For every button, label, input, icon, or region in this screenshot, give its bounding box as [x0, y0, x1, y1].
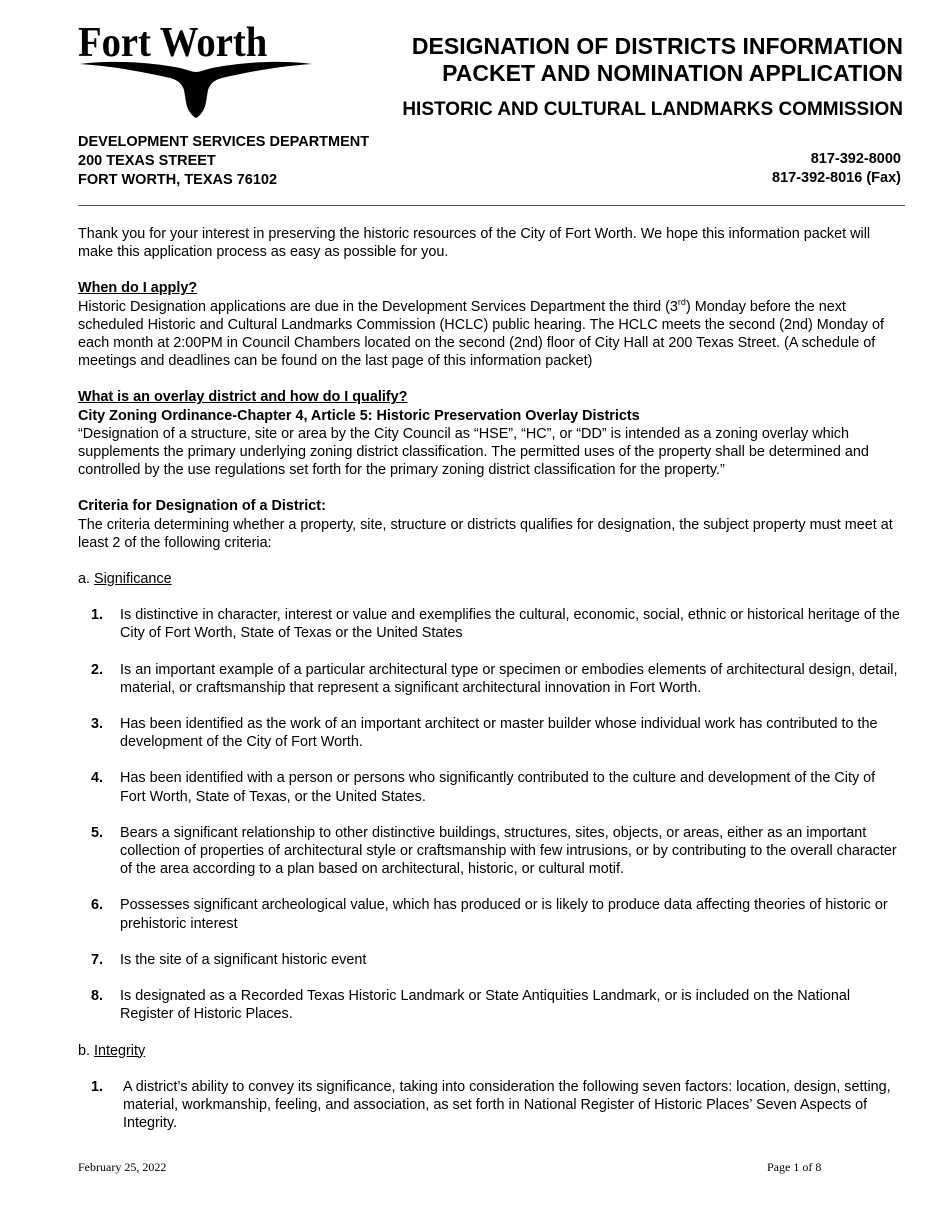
document-body: [78, 225, 904, 1132]
list-item: 4. Has been identified with a person or persons who significantly contributed to the culture and development of the City of Fort Worth, State of Texas, or the United States.: [91, 770, 876, 805]
criteria-heading: Criteria for Designation of a District:: [78, 498, 326, 515]
phone-number: 817-392-8000: [810, 151, 901, 167]
page-subtitle: HISTORIC AND CULTURAL LANDMARKS COMMISSION: [402, 99, 903, 120]
street-address: 200 TEXAS STREET: [78, 153, 216, 169]
footer-page-number: Page 1 of 8: [767, 1160, 822, 1174]
list-item: 3. Has been identified as the work of an important architect or master builder whose individual work has contributed to the development of the City of Fort Worth.: [91, 716, 878, 751]
list-item: 6. Possesses significant archeological value, which has produced or is likely to produce data affecting theories of historic or prehistoric interest: [91, 897, 888, 932]
overlay-quote: “Designation of a structure, site or area by the City Council as “HSE”, “HC”, or “DD” is intended as a zoning overlay which supplements the primary underlying zoning district classification. The permitted uses of the property shall be determined and controlled by the use regulations set forth for the primary zoning district classification for the property.”: [78, 425, 869, 479]
fort-worth-logo-text: Fort Worth: [78, 20, 268, 66]
intro-paragraph: Thank you for your interest in preserving the historic resources of the City of Fort Worth. We hope this information packet will make this application process as easy as possible for you.: [78, 226, 871, 261]
longhorn-logo-icon: [80, 58, 312, 120]
list-item: 7. Is the site of a significant historic event: [91, 951, 367, 968]
significance-list: [78, 606, 904, 1023]
contact-numbers: [772, 150, 901, 188]
city-state-zip: FORT WORTH, TEXAS 76102: [78, 172, 278, 188]
when-paragraph: Historic Designation applications are due in the Development Services Department the third (3rd) Monday before the next scheduled Historic and Cultural Landmarks Commission (HCLC) public hearing. The HCLC meets the second (2nd) Monday of each month at 2:00PM in Council Chambers located on the second (2nd) floor of City Hall at 200 Texas Street. (A schedule of meetings and deadlines can be found on the last page of this information packet): [78, 296, 884, 370]
list-item: 1. Is distinctive in character, interest or value and exemplifies the cultural, economic, social, ethnic or historical heritage of the City of Fort Worth, State of Texas or the United States: [91, 607, 900, 642]
overlay-subheading: City Zoning Ordinance-Chapter 4, Article 5: Historic Preservation Overlay Districts: [78, 407, 640, 424]
title-line-2: PACKET AND NOMINATION APPLICATION: [442, 60, 903, 86]
significance-label: a. Significance: [78, 571, 172, 588]
list-item: 1. A district’s ability to convey its significance, taking into consideration the following seven factors: location, design, setting, material, workmanship, feeling, and association, as set forth in National Register of Historic Places’ Seven Aspects of Integrity.: [91, 1078, 891, 1132]
list-item: 2. Is an important example of a particular architectural type or specimen or embodies elements of architectural design, detail, material, or craftsmanship that represent a significant architectural innovation in Fort Worth.: [91, 661, 898, 696]
overlay-heading: What is an overlay district and how do I qualify?: [78, 389, 408, 406]
list-item: 5. Bears a significant relationship to other distinctive buildings, structures, sites, objects, or areas, either as an important collection of properties of architectural style or craftsmanship with few intrusions, or by contributing to the overall character of the area according to a plan based on architectural, historic, or cultural motif.: [91, 824, 897, 878]
title-line-1: DESIGNATION OF DISTRICTS INFORMATION: [411, 33, 903, 59]
department-address: [78, 133, 369, 190]
integrity-list: [78, 1078, 904, 1133]
criteria-paragraph: The criteria determining whether a property, site, structure or districts qualifies for designation, the subject property must meet at least 2 of the following criteria:: [78, 516, 893, 551]
page-title: [412, 33, 903, 87]
fax-number: 817-392-8016 (Fax): [772, 170, 901, 186]
when-heading: When do I apply?: [78, 280, 198, 297]
list-item: 8. Is designated as a Recorded Texas Historic Landmark or State Antiquities Landmark, or is included on the National Register of Historic Places.: [91, 988, 851, 1023]
department-name: DEVELOPMENT SERVICES DEPARTMENT: [78, 134, 370, 150]
footer-date: February 25, 2022: [78, 1160, 167, 1174]
header-divider: [78, 205, 905, 206]
integrity-label: b. Integrity: [78, 1042, 146, 1059]
